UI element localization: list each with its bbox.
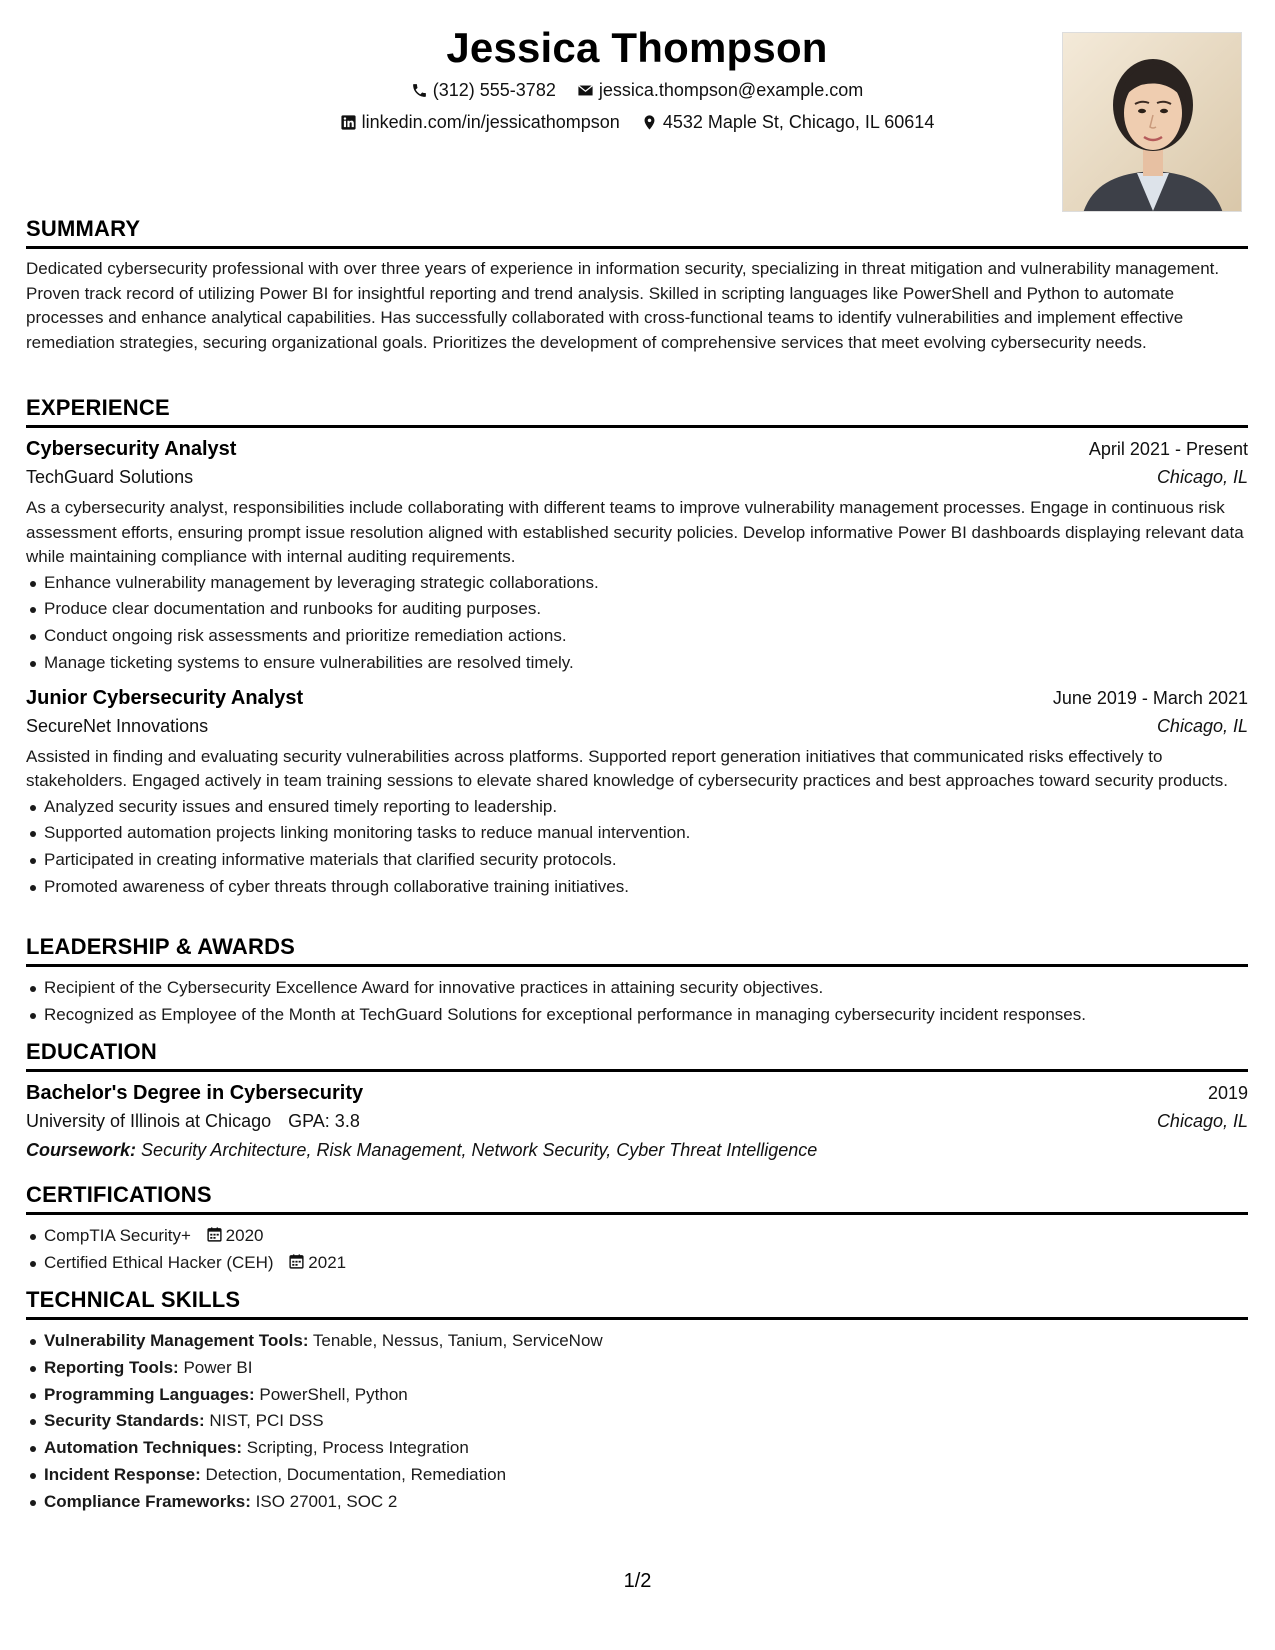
cert-name: CompTIA Security+ <box>44 1226 191 1245</box>
experience-section <box>26 395 1248 901</box>
skill-label: Vulnerability Management Tools: <box>44 1331 309 1350</box>
job-entry <box>26 438 1248 677</box>
job-description: As a cybersecurity analyst, responsibilities include collaborating with different teams to improve vulnerability management processes. Engage in continuous risk assessment efforts, ensuring prompt issue resolution aligned with established security policies. Develop informative Power BI dashboards displaying relevant data while maintaining compliance with internal auditing requirements. <box>26 498 1244 566</box>
list-item: Analyzed security issues and ensured timely reporting to leadership. <box>26 794 1248 821</box>
list-item <box>26 1382 1248 1409</box>
cert-name: Certified Ethical Hacker (CEH) <box>44 1252 274 1272</box>
skill-value: NIST, PCI DSS <box>209 1411 324 1431</box>
skills-section <box>26 1287 1248 1516</box>
school-info <box>26 1111 360 1132</box>
summary-heading: SUMMARY <box>26 216 1248 249</box>
list-item: Supported automation projects linking monitoring tasks to reduce manual intervention. <box>26 820 1248 847</box>
resume-header <box>26 22 1248 212</box>
job-bullets <box>26 570 1248 677</box>
list-item: Participated in creating informative materials that clarified security protocols. <box>26 847 1248 874</box>
certifications-heading: CERTIFICATIONS <box>26 1182 1248 1215</box>
job-dates: April 2021 - Present <box>1088 439 1248 459</box>
skills-list <box>26 1328 1248 1516</box>
education-heading: EDUCATION <box>26 1039 1248 1072</box>
leadership-list <box>26 975 1248 1029</box>
linkedin-icon <box>340 114 357 131</box>
list-item <box>26 1355 1248 1382</box>
education-section <box>26 1039 1248 1161</box>
skill-label: Reporting Tools: <box>44 1357 179 1377</box>
email-text[interactable]: jessica.thompson@example.com <box>598 80 864 100</box>
contact-linkedin[interactable] <box>340 112 620 133</box>
list-item <box>26 1250 1248 1277</box>
job-title: Junior Cybersecurity Analyst <box>26 686 304 709</box>
list-item: Conduct ongoing risk assessments and prioritize remediation actions. <box>26 623 1248 650</box>
coursework <box>26 1140 1248 1161</box>
address-text: 4532 Maple St, Chicago, IL 60614 <box>662 112 935 132</box>
contact-email[interactable] <box>577 80 863 101</box>
skills-heading: TECHNICAL SKILLS <box>26 1287 1248 1320</box>
degree-title: Bachelor's Degree in Cybersecurity <box>26 1082 364 1104</box>
envelope-icon <box>577 82 594 99</box>
skill-label: Security Standards: <box>44 1411 205 1431</box>
school-location: Chicago, IL <box>1156 1111 1248 1131</box>
job-location: Chicago, IL <box>1156 467 1248 487</box>
job-company: TechGuard Solutions <box>26 467 194 487</box>
job-company: SecureNet Innovations <box>26 715 209 736</box>
page-number: 1/2 <box>623 1570 652 1592</box>
coursework-label: Coursework: <box>26 1140 137 1160</box>
skill-value: Detection, Documentation, Remediation <box>205 1464 507 1484</box>
skill-label: Automation Techniques: <box>44 1438 243 1458</box>
gpa: GPA: 3.8 <box>288 1111 360 1131</box>
job-location: Chicago, IL <box>1156 715 1248 736</box>
job-dates: June 2019 - March 2021 <box>1052 687 1248 708</box>
contact-address <box>641 112 935 133</box>
calendar-icon <box>288 1253 305 1270</box>
job-bullets <box>26 794 1248 901</box>
list-item <box>26 1462 1248 1489</box>
list-item: Enhance vulnerability management by leveraging strategic collaborations. <box>26 570 1248 597</box>
job-description: Assisted in finding and evaluating security vulnerabilities across platforms. Supported report generation initiatives that communicated risks effectively to stakeholders. Engaged actively in team training sessions to elevate shared knowledge of cybersecurity practices and best approaches toward security products. <box>26 746 1228 791</box>
map-marker-icon <box>641 114 658 131</box>
list-item <box>26 1408 1248 1435</box>
skill-value: PowerShell, Python <box>259 1384 408 1404</box>
skill-value: Tenable, Nessus, Tanium, ServiceNow <box>312 1331 603 1350</box>
experience-heading: EXPERIENCE <box>26 395 1248 428</box>
skill-label: Programming Languages: <box>44 1384 255 1404</box>
skill-value: Scripting, Process Integration <box>246 1438 469 1458</box>
skill-label: Compliance Frameworks: <box>44 1491 251 1511</box>
summary-text: Dedicated cybersecurity professional with over three years of experience in information security, specializing in threat mitigation and vulnerability management. Proven track record of utilizing Power BI for insightful reporting and trend analysis. Skilled in scripting languages like PowerShell and Python to automate processes and enhance analytical capabilities. Has successfully collaborated with cross-functional teams to identify vulnerabilities and implement effective remediation strategies, securing organizational goals. Prioritizes the development of comprehensive services that meet evolving cybersecurity needs. <box>26 259 1220 352</box>
candidate-name: Jessica Thompson <box>446 24 828 71</box>
certifications-section <box>26 1182 1248 1277</box>
list-item: Recognized as Employee of the Month at TechGuard Solutions for exceptional performance in managing cybersecurity incident responses. <box>26 1002 1248 1029</box>
skill-label: Incident Response: <box>44 1464 201 1484</box>
cert-year: 2020 <box>225 1226 264 1245</box>
contact-phone <box>411 80 556 101</box>
list-item: Produce clear documentation and runbooks for auditing purposes. <box>26 596 1248 623</box>
list-item: Recipient of the Cybersecurity Excellence Award for innovative practices in attaining security objectives. <box>26 975 1248 1002</box>
leadership-section <box>26 934 1248 1029</box>
skill-value: Power BI <box>183 1357 253 1377</box>
summary-section <box>26 216 1248 355</box>
list-item: Manage ticketing systems to ensure vulnerabilities are resolved timely. <box>26 650 1248 677</box>
job-title: Cybersecurity Analyst <box>26 438 237 460</box>
list-item <box>26 1489 1248 1516</box>
list-item <box>26 1328 1248 1355</box>
graduation-year: 2019 <box>1207 1083 1248 1103</box>
skill-value: ISO 27001, SOC 2 <box>255 1491 398 1511</box>
linkedin-text[interactable]: linkedin.com/in/jessicathompson <box>361 112 620 132</box>
certifications-list <box>26 1223 1248 1277</box>
list-item <box>26 1435 1248 1462</box>
cert-year: 2021 <box>308 1252 347 1272</box>
profile-photo <box>1062 32 1242 212</box>
job-entry <box>26 687 1248 901</box>
calendar-icon <box>206 1226 223 1243</box>
phone-icon <box>411 82 428 99</box>
list-item: Promoted awareness of cyber threats through collaborative training initiatives. <box>26 874 1248 901</box>
school-name: University of Illinois at Chicago <box>26 1111 272 1131</box>
coursework-text: Security Architecture, Risk Management, Network Security, Cyber Threat Intelligence <box>141 1140 818 1160</box>
list-item <box>26 1223 1248 1250</box>
phone-text: (312) 555-3782 <box>432 80 556 100</box>
leadership-heading: LEADERSHIP & AWARDS <box>26 934 1248 967</box>
